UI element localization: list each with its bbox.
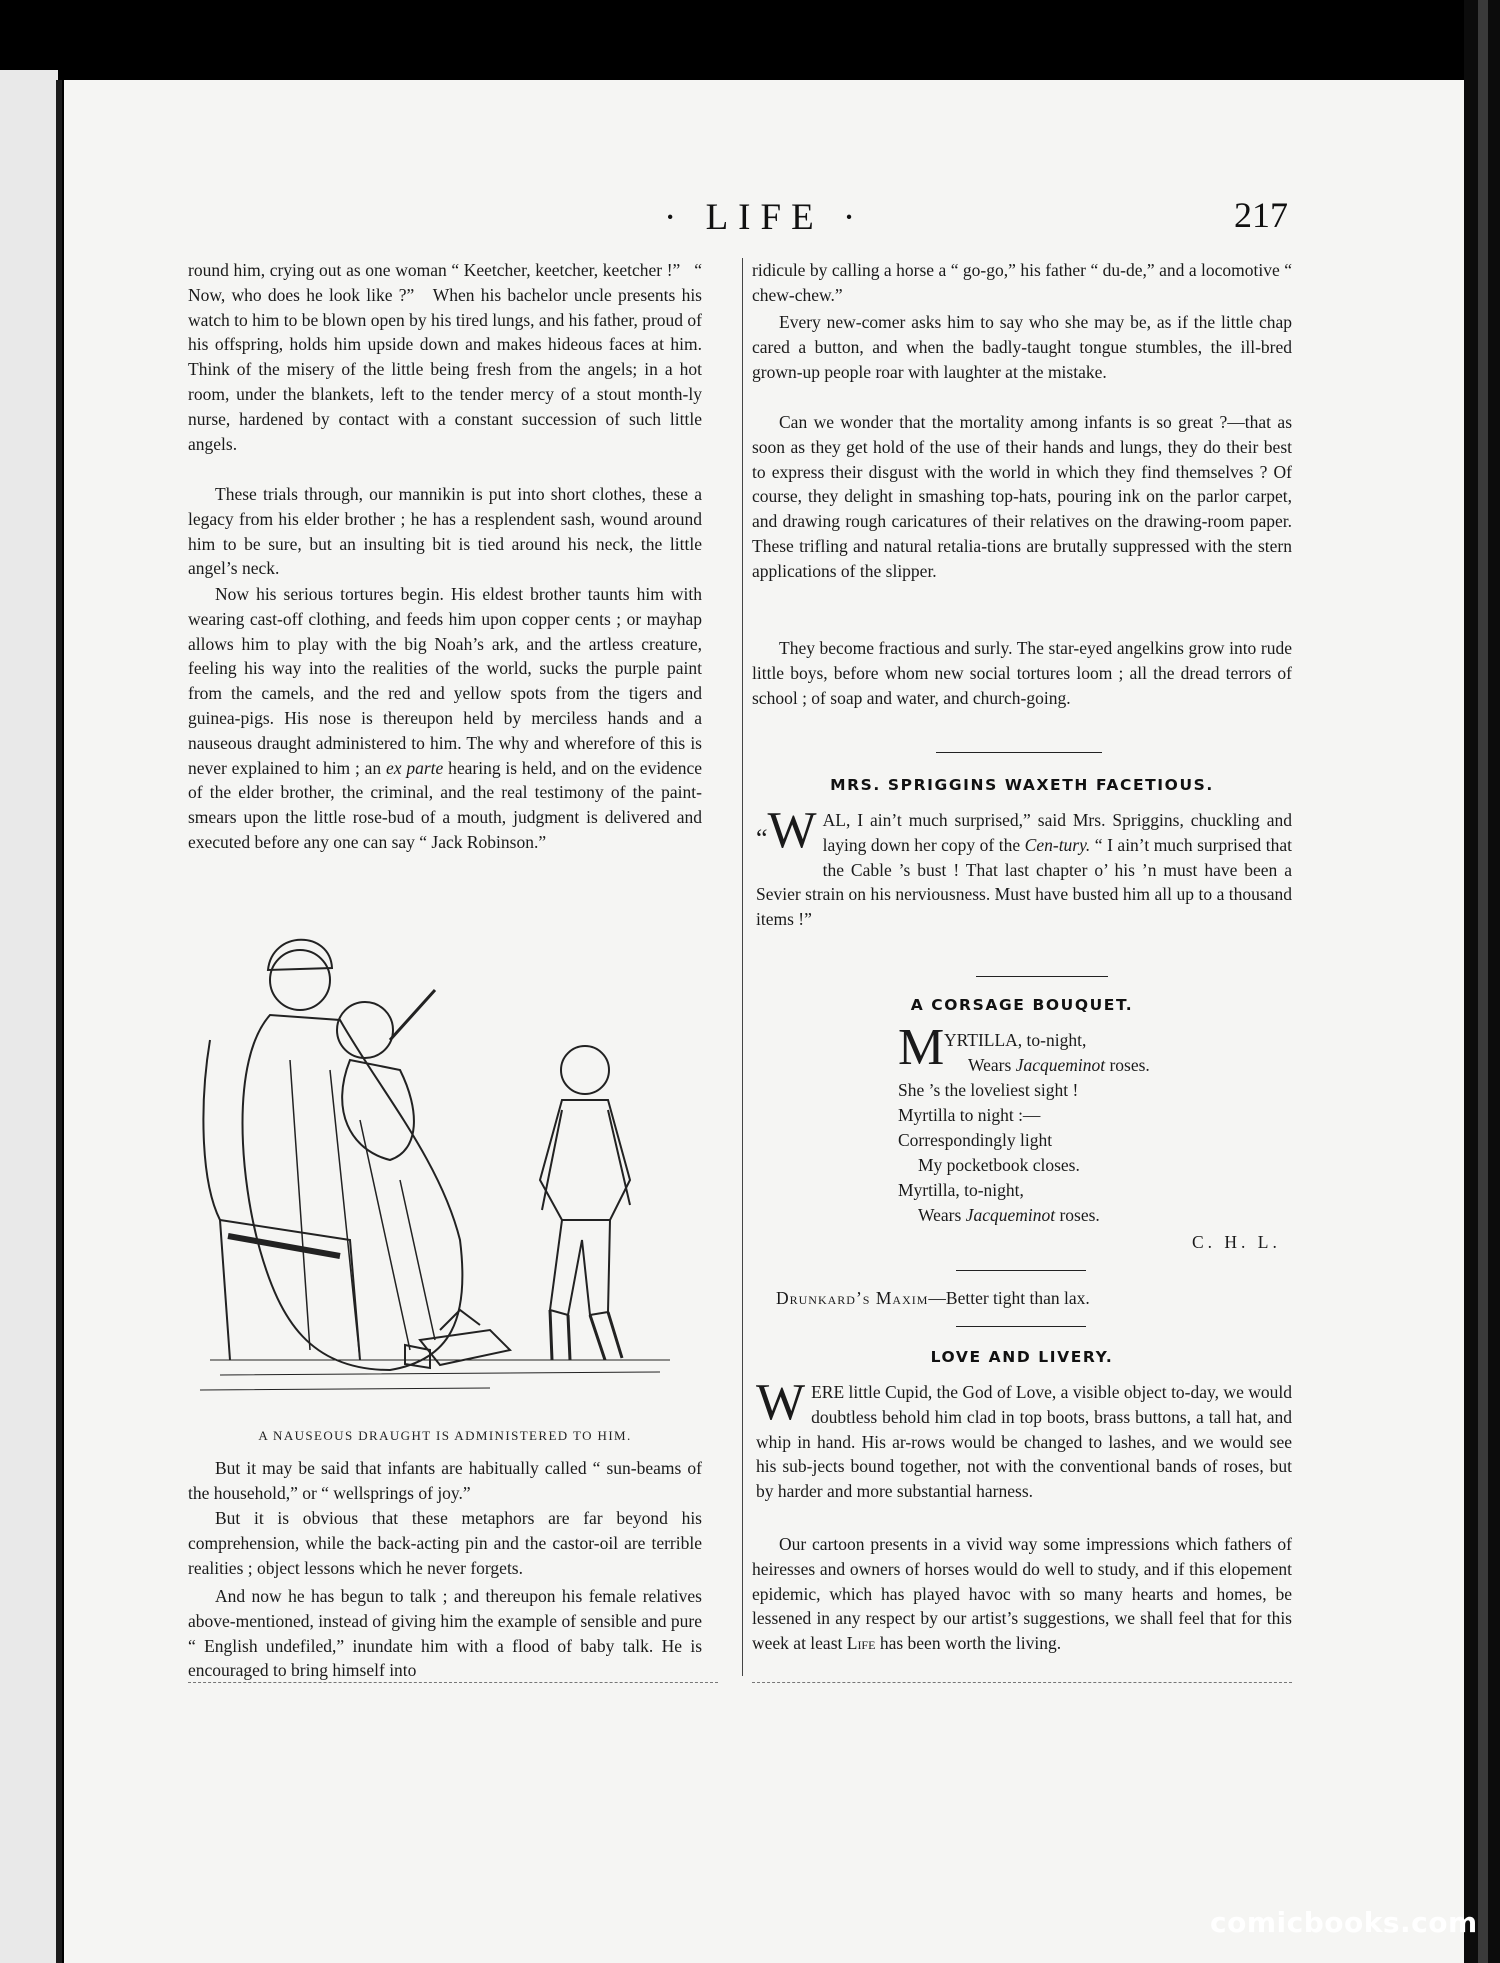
drunkards-maxim: Drunkard’s Maxim—Better tight than lax.	[776, 1288, 1090, 1308]
livery-paragraph-2: Our cartoon presents in a vivid way some impressions which fathers of heiresses and owners of horses would do well to study, and if this elopement epidemic, which has played havoc with so many hearts and homes, be lessened in any respect by our artist’s suggestions, we shall feel that for this week at least Life has been worth the living.	[752, 1534, 1292, 1654]
page-number: 217	[1234, 195, 1288, 235]
bottom-rule	[752, 1682, 1292, 1683]
page-binding-edge	[56, 80, 62, 1963]
section-rule	[936, 752, 1102, 753]
poem-line: Myrtilla, to-night,	[898, 1180, 1024, 1200]
right-paragraph-4: They become fractious and surly. The star-eyed angelkins grow into rude little boys, before whom new social tortures loom ; all the dread terrors of school ; of soap and water, and church-going.	[752, 638, 1292, 708]
poem-line: YRTILLA, to-night,	[944, 1030, 1087, 1050]
previous-page-edge	[0, 70, 58, 1963]
left-paragraph-5: But it is obvious that these metaphors are far beyond his comprehension, while the back-acting pin and the castor-oil are terrible realities ; object lessons which he never forgets.	[188, 1508, 702, 1578]
livery-dropcap: W	[756, 1374, 806, 1431]
section-rule	[956, 1270, 1086, 1271]
spriggins-heading: MRS. SPRIGGINS WAXETH FACETIOUS.	[830, 776, 1214, 794]
livery-heading: LOVE AND LIVERY.	[930, 1348, 1114, 1366]
bottom-rule	[188, 1682, 718, 1683]
poem-signature: C. H. L.	[1192, 1232, 1281, 1252]
right-paragraph-3: Can we wonder that the mortality among infants is so great ?—that as soon as they get hold of the use of their hands and lungs, they do their best to express their disgust with the world in which they find themselves ? Of course, they delight in smashing top-hats, pouring ink on the parlor carpet, and drawing rough caricatures of their relatives on the drawing-room paper. These trifling and natural retalia-tions are brutally suppressed with the stern applications of the slipper.	[752, 412, 1292, 581]
livery-paragraph-1: WERE little Cupid, the God of Love, a visible object to-day, we would doubtless behold him clad in top boots, brass buttons, a tall hat, and whip in hand. His ar-rows would be changed to lashes, and we would see his sub-jects bound together, not with the conventional bands of roses, but by harder and more substantial harness.	[756, 1374, 1292, 1502]
illustration-caption: A NAUSEOUS DRAUGHT IS ADMINISTERED TO HIM.	[258, 1428, 632, 1443]
left-paragraph-2: These trials through, our mannikin is put into short clothes, these a legacy from his elder brother ; he has a resplendent sash, wound around him to be sure, but an insulting bit is tied around his neck, the little angel’s neck.	[188, 484, 702, 579]
watermark: comicbooks.com	[1210, 1906, 1478, 1939]
masthead: · LIFE ·	[664, 197, 866, 238]
poem-line: My pocketbook closes.	[918, 1155, 1080, 1175]
right-paragraph-1: ridicule by calling a horse a “ go-go,” his father “ du-de,” and a locomotive “ chew-chew.”	[752, 260, 1292, 305]
poem-line: Myrtilla to night :—	[898, 1105, 1041, 1125]
right-paragraph-2: Every new-comer asks him to say who she may be, as if the little chap cared a button, and when the badly-taught tongue stumbles, the ill-bred grown-up people roar with laughter at the mistake.	[752, 312, 1292, 382]
left-paragraph-6: And now he has begun to talk ; and thereupon his female relatives above-mentioned, instead of giving him the example of sensible and pure “ English undefiled,” inundate him with a flood of baby talk. He is encouraged to bring himself into	[188, 1586, 702, 1681]
section-rule	[976, 976, 1108, 977]
section-rule	[956, 1326, 1086, 1327]
poem-line: Correspondingly light	[898, 1130, 1053, 1150]
bouquet-dropcap: M	[898, 1019, 945, 1076]
scan-border	[1464, 0, 1500, 1963]
spriggins-text: “W AL, I ain’t much surprised,” said Mrs. Spriggins, chuckling and laying down her copy of the Cen-tury. “ I ain’t much surprised that the Cable ’s bust ! That last chapter o’ his ’n must have been a Sevier strain on his nerviousness. Must have busted him all up to a thousand items !”	[756, 802, 1292, 930]
poem-line: She ’s the loveliest sight !	[898, 1080, 1079, 1100]
left-paragraph-1: round him, crying out as one woman “ Keetcher, keetcher, keetcher !” “ Now, who does he look like ?” When his bachelor uncle presents his watch to him to be blown open by his tired lungs, and his father, proud of his offspring, holds him upside down and makes hideous faces at him. Think of the misery of the little being fresh from the angels; in a hot room, under the blankets, left to the tender mercy of a stout month-ly nurse, hardened by contact with a constant succession of such little angels.	[188, 260, 703, 454]
left-paragraph-4: But it may be said that infants are habitually called “ sun-beams of the household,” or “ wellsprings of joy.”	[188, 1458, 702, 1503]
poem-line: Wears Jacqueminot roses.	[968, 1055, 1150, 1075]
spriggins-dropcap: “W	[756, 802, 817, 859]
poem-line: Wears Jacqueminot roses.	[918, 1205, 1100, 1225]
nurse-and-children-illustration	[190, 920, 702, 1415]
left-paragraph-3: Now his serious tortures begin. His eldest brother taunts him with wearing cast-off clothing, and feeds him upon copper cents ; or mayhap allows him to play with the big Noah’s ark, and the artless creature, feeling his way into the realities of the world, sucks the purple paint from the camels, and the red and yellow spots from the tigers and guinea-pigs. His nose is thereupon held by merciless hands and a nauseous draught administered to him. The why and wherefore of this is never explained to him ; an ex parte hearing is held, and on the evidence of the elder brother, the criminal, and the real testimony of the paint-smears upon the little rose-bud of a mouth, judgment is delivered and executed before any one can say “ Jack Robinson.”	[188, 584, 702, 852]
column-divider	[742, 258, 743, 1676]
bouquet-heading: A CORSAGE BOUQUET.	[910, 996, 1134, 1014]
